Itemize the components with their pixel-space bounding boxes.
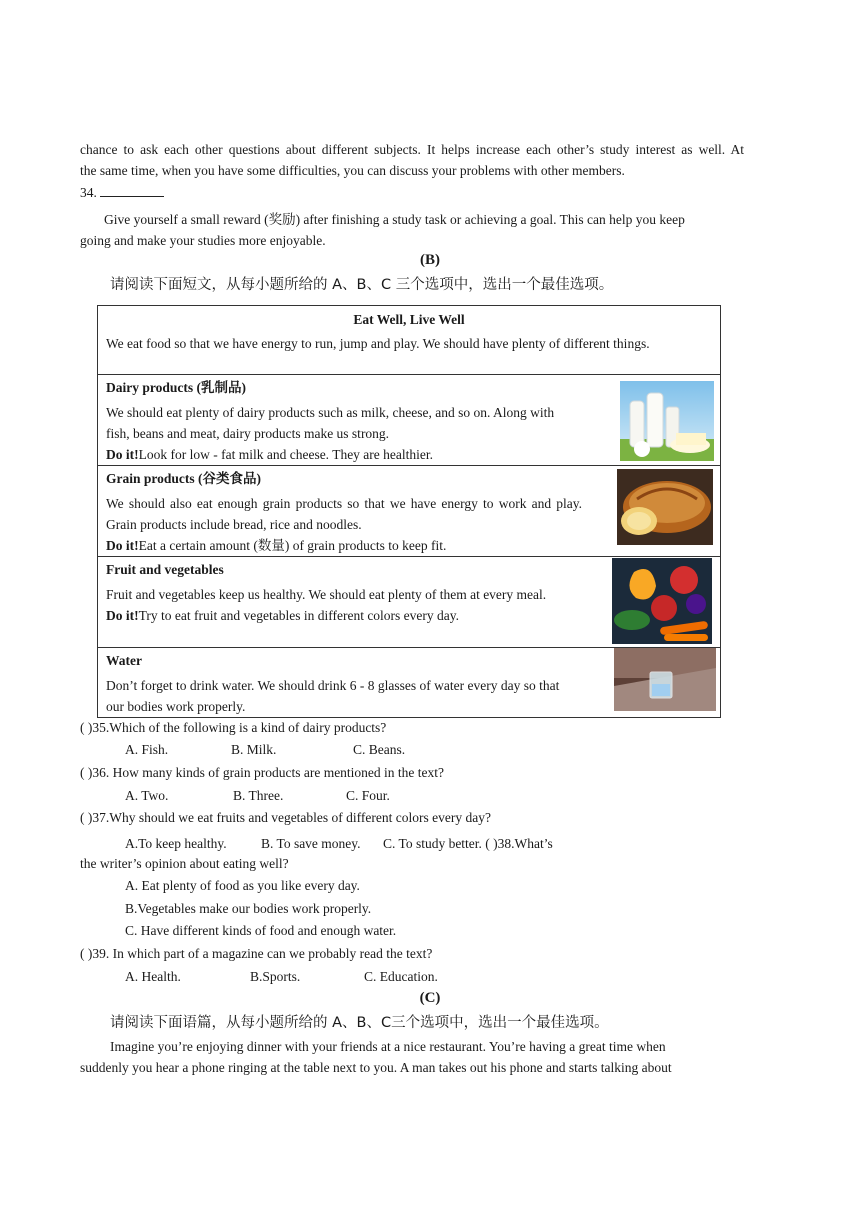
table-title-cell [98, 306, 721, 375]
row-text: our bodies work properly. [106, 699, 246, 714]
section-instruction: 请阅读下面语篇，从每小题所给的 A、B、C三个选项中，选出一个最佳选项。 [110, 1015, 609, 1031]
q35-option-a[interactable]: A. Fish. [125, 742, 169, 757]
q36-option-c[interactable]: C. Four. [346, 788, 390, 803]
table-intro: We eat food so that we have energy to run, jump and play. We should have plenty of different things. [106, 336, 650, 351]
q39-option-c[interactable]: C. Education. [364, 969, 438, 984]
table-title: Eat Well, Live Well [353, 312, 465, 327]
paragraph-line: Give yourself a small reward (奖励) after finishing a study task or achieving a goal. This can help you keep [104, 212, 685, 227]
q38-option-a[interactable]: A. Eat plenty of food as you like every day. [125, 878, 360, 893]
answer-blank [100, 184, 164, 197]
row-heading: Fruit and vegetables [106, 562, 224, 577]
question-35: ( )35.Which of the following is a kind of dairy products? [80, 720, 387, 735]
q38-option-c[interactable]: C. Have different kinds of food and enough water. [125, 923, 397, 938]
question-39: ( )39. In which part of a magazine can we probably read the text? [80, 946, 433, 961]
row-text: Grain products include bread, rice and noodles. [106, 517, 362, 532]
do-it-label: Do it! [106, 538, 139, 553]
question-34 [80, 184, 164, 202]
table-row-dairy [98, 375, 611, 466]
paragraph-line: the same time, when you have some difficulties, you can discuss your problems with other members. [80, 163, 625, 178]
do-it-text: Eat a certain amount (数量) of grain products to keep fit. [138, 538, 447, 553]
vegetables-photo [612, 558, 712, 644]
q38-option-b[interactable]: B.Vegetables make our bodies work properly. [125, 901, 372, 916]
do-it-text: Try to eat fruit and vegetables in different colors every day. [138, 608, 460, 623]
q35-option-c[interactable]: C. Beans. [353, 742, 406, 757]
do-it-label: Do it! [106, 447, 139, 462]
q39-option-a[interactable]: A. Health. [125, 969, 181, 984]
section-instruction: 请阅读下面短文，从每小题所给的 A、B、C 三个选项中，选出一个最佳选项。 [110, 277, 614, 293]
row-heading: Water [106, 653, 142, 668]
row-text: We should eat plenty of dairy products such as milk, cheese, and so on. Along with [106, 405, 555, 420]
do-it-label: Do it! [106, 608, 139, 623]
q37-option-b[interactable]: B. To save money. [261, 836, 361, 851]
q39-option-b[interactable]: B.Sports. [250, 969, 301, 984]
q36-option-a[interactable]: A. Two. [125, 788, 169, 803]
paragraph-line: going and make your studies more enjoyable. [80, 233, 326, 248]
paragraph-line: Imagine you’re enjoying dinner with your friends at a nice restaurant. You’re having a great time when [110, 1039, 666, 1054]
section-heading: (B) [420, 252, 440, 268]
bread-photo [617, 469, 713, 545]
row-heading: Dairy products (乳制品) [106, 380, 246, 395]
milk-cheese-photo [620, 381, 714, 461]
question-36: ( )36. How many kinds of grain products are mentioned in the text? [80, 765, 445, 780]
table-row-grain [98, 466, 611, 557]
q35-option-b[interactable]: B. Milk. [231, 742, 277, 757]
q36-option-b[interactable]: B. Three. [233, 788, 284, 803]
table-row-water [98, 648, 611, 718]
row-heading: Grain products (谷类食品) [106, 471, 262, 486]
row-text: Fruit and vegetables keep us healthy. We should eat plenty of them at every meal. [106, 587, 547, 602]
water-glass-photo [614, 648, 716, 711]
row-text: Don’t forget to drink water. We should drink 6 - 8 glasses of water every day so that [106, 678, 560, 693]
question-38: the writer’s opinion about eating well? [80, 856, 289, 871]
section-heading: (C) [419, 990, 441, 1006]
table-row-fruit [98, 557, 611, 648]
q37-option-a[interactable]: A.To keep healthy. [125, 836, 227, 851]
paragraph-line: suddenly you hear a phone ringing at the table next to you. A man takes out his phone and starts talking about [80, 1060, 672, 1075]
question-number: 34. [80, 185, 97, 200]
paragraph-line: chance to ask each other questions about different subjects. It helps increase each other’s study interest as well. At [80, 142, 744, 157]
q37-option-c[interactable]: C. To study better. ( )38.What’s [383, 836, 553, 851]
row-text: We should also eat enough grain products so that we have energy to work and play. [106, 496, 582, 511]
row-text: fish, beans and meat, dairy products make us strong. [106, 426, 390, 441]
question-37: ( )37.Why should we eat fruits and vegetables of different colors every day? [80, 810, 491, 825]
do-it-text: Look for low - fat milk and cheese. They are healthier. [138, 447, 434, 462]
